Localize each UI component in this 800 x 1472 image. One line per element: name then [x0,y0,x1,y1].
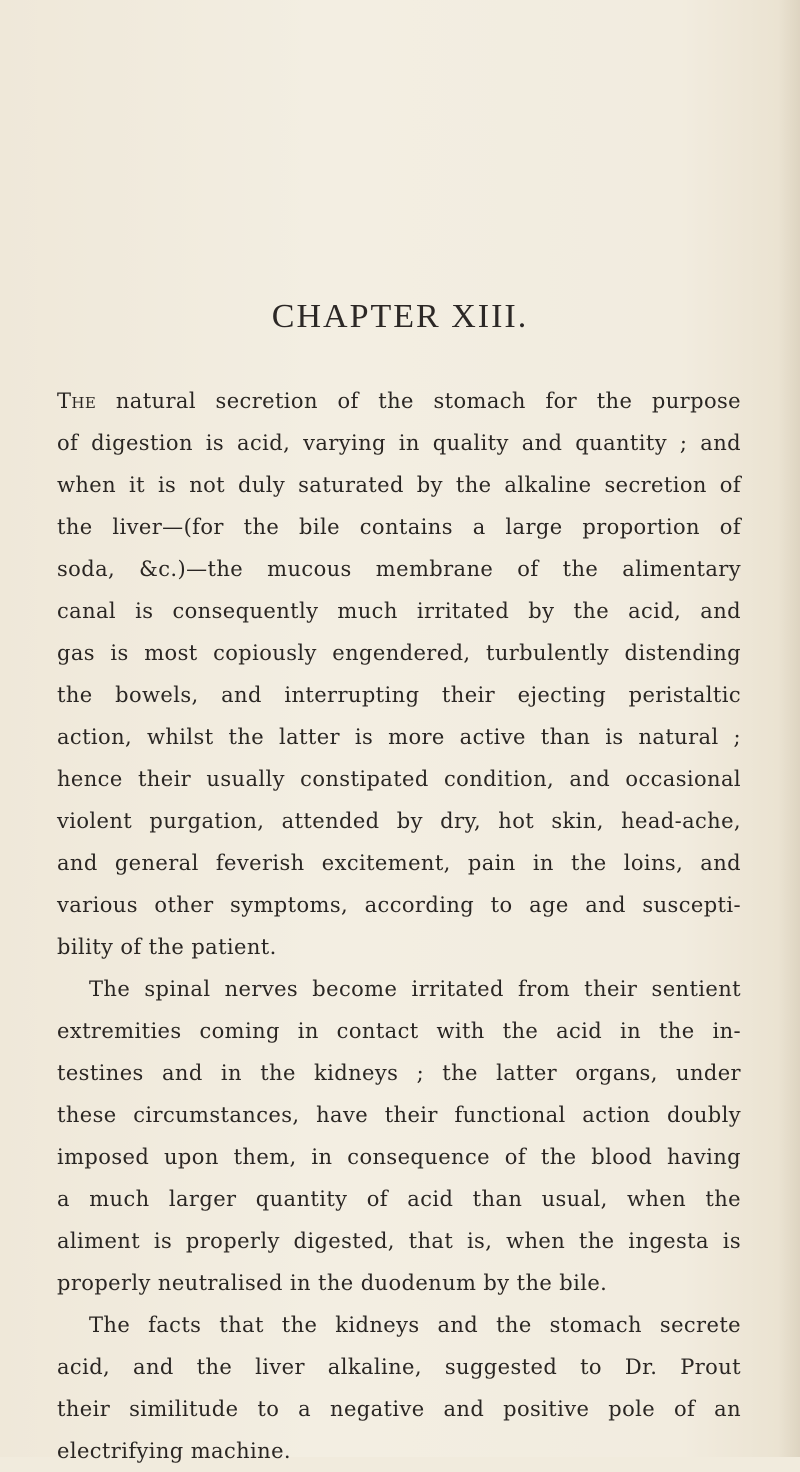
text-line: canal is consequently much irritated by the acid, and [57,599,741,623]
text-line: testines and in the kidneys ; the latter organs, under [57,1061,741,1085]
text-line: of digestion is acid, varying in quality and quantity ; and [57,431,741,455]
text-line: the bowels, and interrupting their ejecting peristaltic [57,683,741,707]
text-line: imposed upon them, in consequence of the blood having [57,1145,741,1169]
text-line: The facts that the kidneys and the stomach secrete [89,1313,741,1337]
text-line: violent purgation, attended by dry, hot skin, head-ache, [57,809,741,833]
lead-word: The [57,389,97,413]
text-line: extremities coming in contact with the acid in the in- [57,1019,741,1043]
chapter-title: CHAPTER XIII. [271,298,529,335]
text-line: properly neutralised in the duodenum by the bile. [57,1271,608,1295]
text-line: various other symptoms, according to age and suscepti- [57,893,741,917]
text-line: hence their usually constipated condition, and occasional [57,767,741,791]
text-line: The natural secretion of the stomach for the purpose [57,389,741,413]
body-text [57,380,741,1472]
text-line: aliment is properly digested, that is, when the ingesta is [57,1229,741,1253]
page-edge-shadow [778,0,800,1457]
text-line: a much larger quantity of acid than usual, when the [57,1187,741,1211]
text-line: acid, and the liver alkaline, suggested to Dr. Prout [57,1355,741,1379]
text-line: these circumstances, have their functional action doubly [57,1103,741,1127]
text-line: bility of the patient. [57,935,277,959]
text-line: and general feverish excitement, pain in the loins, and [57,851,741,875]
text-line: the liver—(for the bile contains a large proportion of [57,515,741,539]
text-line: gas is most copiously engendered, turbulently distending [57,641,741,665]
text-line: their similitude to a negative and positive pole of an [57,1397,741,1421]
text-line: action, whilst the latter is more active than is natural ; [57,725,741,749]
text-line: electrifying machine. [57,1439,291,1463]
text-line: when it is not duly saturated by the alkaline secretion of [57,473,741,497]
text-line: The spinal nerves become irritated from their sentient [89,977,741,1001]
text-line: soda, &c.)—the mucous membrane of the alimentary [57,557,741,581]
